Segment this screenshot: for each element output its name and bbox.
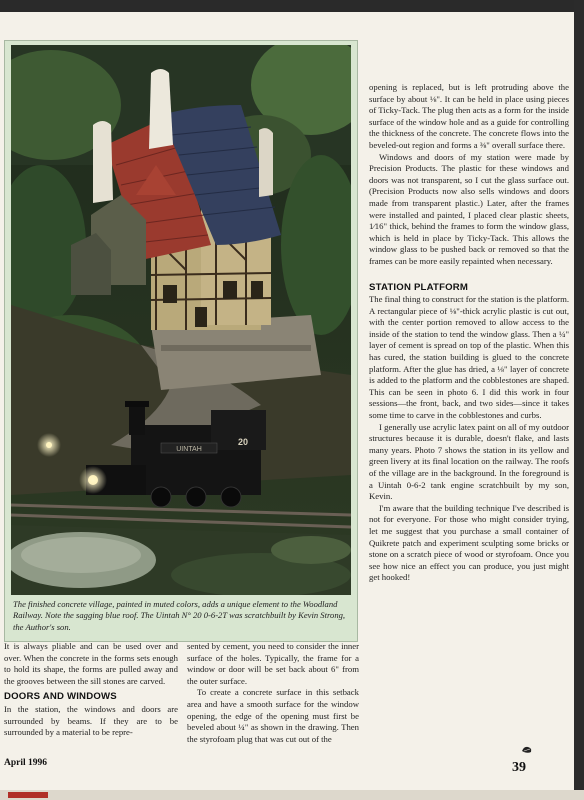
paragraph: I'm aware that the building technique I've described is not for everyone. For those who might consider trying, let me suggest that you purchase a small container of Quikrete patch and experiment sculpting some bricks or stone on a scratch piece of wood or styrofoam. Once you see how nice an effect you can produce, you just might get hooked! (369, 502, 569, 583)
end-mark-icon (521, 745, 533, 755)
section-heading-doors-windows: DOORS AND WINDOWS (4, 691, 117, 703)
scan-top-edge (0, 0, 584, 12)
photo-caption: The finished concrete village, painted in muted colors, adds a unique element to the Woodland Railway. Note the sagging blue roof. The Uintah N° 20 0-6-2T was scratchbuilt by Kevin Strong, the Author's son. (13, 599, 346, 632)
paragraph: Windows and doors of my station were made by Precision Products. The plastic for these windows and doors was not transparent, so I cut the glass surface out. (Precision Products now also sells windows and doors made from transparent plastic.) Later, after the frames were installed and painted, I placed clear plastic sheets, 1⁄16" thick, behind the frames to form the window glass, which is held in place by Ticky-Tack. This allows the window glass to be pushed back or removed so that the frames can be more easily repainted when necessary. (369, 151, 569, 266)
scan-bottom-edge (0, 790, 584, 800)
column-3 (369, 82, 569, 584)
column-1 (4, 641, 178, 739)
paragraph: opening is replaced, but is left protruding above the surface by about ⅛". It can be held in place using pieces of Ticky-Tack. The plug then acts as a form for the inside surface of the window hole and as a guide for controlling the thickness of the concrete. The concrete flows into the beveled-out region and forms a ⅜" overall surface there. (369, 82, 569, 150)
photo-panel (4, 40, 358, 642)
paragraph: In the station, the windows and doors are surrounded by beams. If they are to be surrounded by a material to be repre- (4, 703, 178, 738)
village-photo (11, 45, 351, 595)
paragraph: It is always pliable and can be used over and over. When the concrete in the forms sets enough to hold its shape, the forms are pulled away and the grooves between the sill stones are carved. (4, 641, 178, 686)
section-heading-station-platform: STATION PLATFORM (369, 281, 469, 293)
page-number: 39 (512, 760, 526, 775)
paragraph: sented by cement, you need to consider the inner surface of the holes. Typically, the frame for a window or door will be set back about 6" from the outer surface. (187, 641, 359, 686)
column-2 (187, 641, 359, 745)
svg-text:UINTAH: UINTAH (176, 446, 202, 453)
svg-text:20: 20 (237, 437, 249, 447)
issue-date: April 1996 (4, 758, 48, 768)
paragraph: The final thing to construct for the station is the platform. A rectangular piece of ⅛"-thick acrylic plastic is cut out, with the center portion removed to allow access to the inside of the station to tend the window glass. Then a ¼" layer of cement is spread on top of the plastic. When this has cured, the station building is glued to the concrete platform. After the glue has dried, a ⅛" layer of concrete is added to the platform and the cobblestones are shaped. This can be seen in photo 6. I did this work in four sessions—the front, back, and two sides—since it takes some time to carve in the cobblestones and curbs. (369, 294, 570, 421)
paragraph: To create a concrete surface in this setback area and have a smooth surface for the window opening, the edge of the opening must first be beveled about ¼" as shown in the drawing. Then the styrofoam plug that was cut out of the (187, 687, 359, 744)
scan-right-edge (574, 0, 584, 800)
paragraph: I generally use acrylic latex paint on all of my outdoor structures because it is durable, doesn't flake, and lasts many years. Photo 7 shows the station in its yellow and green livery at its final location on the railway. The roofs of the village are in the background. In the foreground is a Uintah 0-6-2 tank engine scratchbuilt by my son, Kevin. (369, 421, 569, 502)
scan-color-mark (8, 792, 48, 798)
